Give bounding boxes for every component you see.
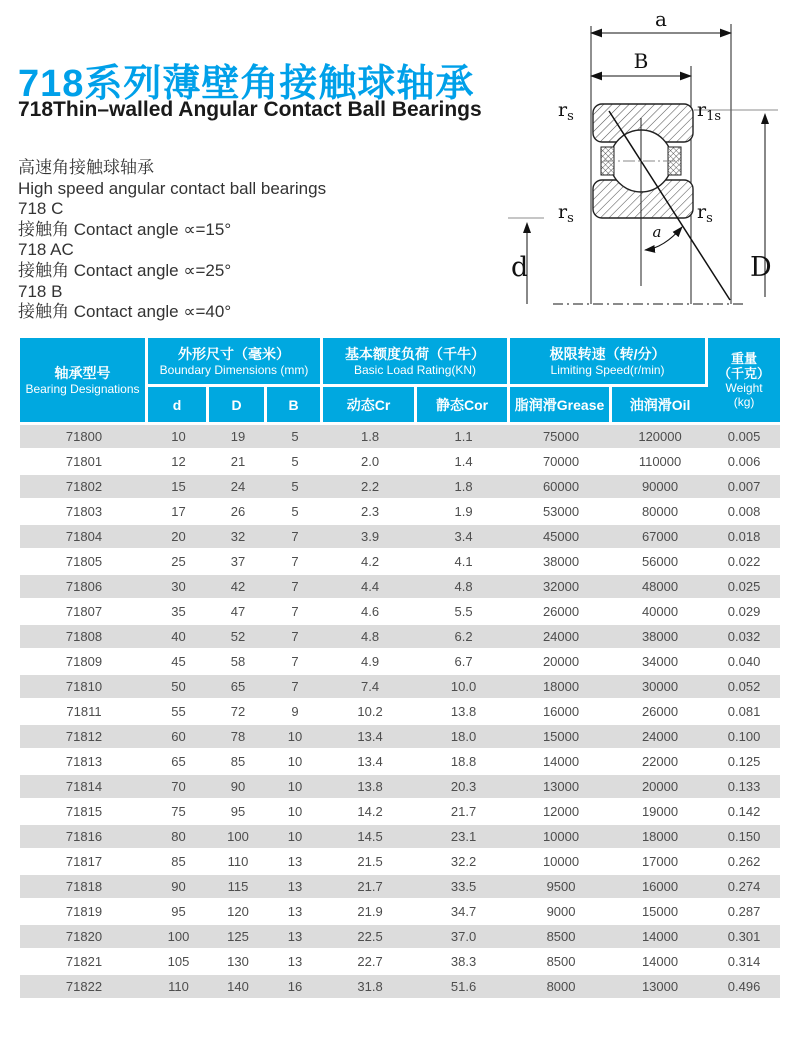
table-cell: 22.7 [323,950,417,975]
col-header-d: d [148,387,209,425]
table-cell: 52 [209,625,267,650]
table-cell: 7 [267,575,323,600]
table-cell: 23.1 [417,825,510,850]
table-cell: 7 [267,625,323,650]
contact-angle-arc [645,223,682,250]
table-cell: 71805 [20,550,148,575]
table-cell: 71811 [20,700,148,725]
table-cell: 56000 [612,550,708,575]
table-cell: 13 [267,950,323,975]
svg-text:D: D [750,252,772,283]
table-cell: 71814 [20,775,148,800]
table-cell: 18000 [612,825,708,850]
table-cell: 16000 [612,875,708,900]
table-cell: 95 [209,800,267,825]
table-cell: 0.496 [708,975,780,1000]
table-cell: 80000 [612,500,708,525]
table-cell: 13 [267,850,323,875]
table-cell: 8500 [510,950,612,975]
table-cell: 3.9 [323,525,417,550]
table-cell: 67000 [612,525,708,550]
table-cell: 45 [148,650,209,675]
table-cell: 32 [209,525,267,550]
description [18,158,326,323]
table-row [20,525,780,550]
description-line: 718 B [18,281,63,301]
table-cell: 0.125 [708,750,780,775]
table-cell: 71822 [20,975,148,1000]
table-cell: 13 [267,925,323,950]
table-cell: 110000 [612,450,708,475]
col-header-B: B [267,387,323,425]
table-row [20,975,780,1000]
table-cell: 0.008 [708,500,780,525]
table-cell: 4.2 [323,550,417,575]
table-cell: 18.8 [417,750,510,775]
table-cell: 13.4 [323,750,417,775]
table-row [20,850,780,875]
table-cell: 7.4 [323,675,417,700]
table-cell: 100 [148,925,209,950]
table-cell: 21.7 [323,875,417,900]
table-cell: 110 [209,850,267,875]
table-cell: 48000 [612,575,708,600]
table-cell: 115 [209,875,267,900]
table-cell: 34.7 [417,900,510,925]
table-cell: 0.287 [708,900,780,925]
table-cell: 21.7 [417,800,510,825]
table-cell: 30000 [612,675,708,700]
table-cell: 12 [148,450,209,475]
table-cell: 100 [209,825,267,850]
table-cell: 15000 [510,725,612,750]
table-cell: 22000 [612,750,708,775]
table-cell: 0.142 [708,800,780,825]
table-cell: 21 [209,450,267,475]
col-header-D: D [209,387,267,425]
table-cell: 33.5 [417,875,510,900]
table-cell: 10 [267,775,323,800]
table-cell: 71800 [20,425,148,450]
col-header-weight: 重量 （千克） Weight (kg) [708,338,780,425]
svg-text:a: a [652,223,662,241]
table-cell: 90000 [612,475,708,500]
table-cell: 0.005 [708,425,780,450]
table-cell: 14000 [612,950,708,975]
table-cell: 2.2 [323,475,417,500]
table-cell: 24000 [510,625,612,650]
table-cell: 9000 [510,900,612,925]
table-row [20,425,780,450]
r-label-bottom-right: $r_s$ [697,201,713,226]
table-row [20,475,780,500]
table-cell: 6.7 [417,650,510,675]
table-cell: 3.4 [417,525,510,550]
table-cell: 7 [267,525,323,550]
table-cell: 30 [148,575,209,600]
table-cell: 10000 [510,825,612,850]
table-cell: 10000 [510,850,612,875]
table-row [20,800,780,825]
table-cell: 4.1 [417,550,510,575]
table-cell: 21.5 [323,850,417,875]
table-cell: 14000 [510,750,612,775]
table-cell: 19000 [612,800,708,825]
table-cell: 42 [209,575,267,600]
table-cell: 26000 [612,700,708,725]
col-header-speed: 极限转速（转/分） Limiting Speed(r/min) [510,338,708,387]
table-cell: 0.018 [708,525,780,550]
table-cell: 37 [209,550,267,575]
col-header-grease: 脂润滑Grease [510,387,612,425]
table-cell: 17000 [612,850,708,875]
table-row [20,500,780,525]
table-cell: 9500 [510,875,612,900]
r-label-top-right: $r_{1s}$ [697,99,722,124]
table-cell: 1.8 [417,475,510,500]
table-cell: 24 [209,475,267,500]
table-row [20,950,780,975]
table-cell: 10 [267,750,323,775]
col-header-dynamic-cr: 动态Cr [323,387,417,425]
table-cell: 40000 [612,600,708,625]
table-cell: 40 [148,625,209,650]
table-row [20,675,780,700]
table-cell: 47 [209,600,267,625]
table-cell: 71820 [20,925,148,950]
table-cell: 45000 [510,525,612,550]
page-title: 718系列薄壁角接触球轴承 [18,63,475,105]
table-cell: 1.4 [417,450,510,475]
table-cell: 71810 [20,675,148,700]
table-cell: 120000 [612,425,708,450]
table-cell: 14.2 [323,800,417,825]
table-cell: 20.3 [417,775,510,800]
table-cell: 71803 [20,500,148,525]
table-cell: 13 [267,900,323,925]
table-row [20,925,780,950]
table-cell: 31.8 [323,975,417,1000]
table-cell: 38000 [612,625,708,650]
bearing-diagram [498,6,800,332]
table-cell: 4.8 [323,625,417,650]
description-line: 接触角 Contact angle ∝=40° [18,302,232,322]
table-row [20,775,780,800]
table-cell: 37.0 [417,925,510,950]
table-cell: 53000 [510,500,612,525]
table-cell: 71815 [20,800,148,825]
table-cell: 13000 [510,775,612,800]
description-line: 接触角 Contact angle ∝=25° [18,260,232,280]
table-cell: 5 [267,425,323,450]
table-cell: 5 [267,500,323,525]
table-cell: 0.032 [708,625,780,650]
table-cell: 71813 [20,750,148,775]
table-cell: 21.9 [323,900,417,925]
table-cell: 71812 [20,725,148,750]
table-cell: 71817 [20,850,148,875]
table-row [20,650,780,675]
table-cell: 10 [148,425,209,450]
table-cell: 13 [267,875,323,900]
table-cell: 7 [267,600,323,625]
table-cell: 5 [267,450,323,475]
table-cell: 90 [148,875,209,900]
dimension-a [591,7,731,33]
dimension-outer-d [750,114,772,297]
table-row [20,900,780,925]
table-cell: 24000 [612,725,708,750]
table-cell: 8000 [510,975,612,1000]
table-cell: 13.8 [417,700,510,725]
table-cell: 71804 [20,525,148,550]
table-cell: 0.029 [708,600,780,625]
table-cell: 8500 [510,925,612,950]
table-cell: 60000 [510,475,612,500]
table-cell: 120 [209,900,267,925]
table-cell: 0.133 [708,775,780,800]
table-cell: 0.262 [708,850,780,875]
table-cell: 110 [148,975,209,1000]
table-row [20,625,780,650]
table-cell: 15000 [612,900,708,925]
table-cell: 7 [267,675,323,700]
table-cell: 22.5 [323,925,417,950]
table-cell: 0.314 [708,950,780,975]
table-cell: 20 [148,525,209,550]
table-cell: 2.3 [323,500,417,525]
table-cell: 34000 [612,650,708,675]
table-cell: 18000 [510,675,612,700]
table-cell: 0.006 [708,450,780,475]
table-cell: 14000 [612,925,708,950]
table-cell: 85 [209,750,267,775]
table-cell: 50 [148,675,209,700]
table-cell: 70000 [510,450,612,475]
table-row [20,700,780,725]
table-row [20,450,780,475]
table-cell: 13000 [612,975,708,1000]
table-cell: 0.301 [708,925,780,950]
table-cell: 71806 [20,575,148,600]
table-cell: 95 [148,900,209,925]
table-cell: 78 [209,725,267,750]
svg-text:d: d [511,252,529,283]
svg-text:B: B [633,49,649,73]
table-cell: 72 [209,700,267,725]
table-cell: 35 [148,600,209,625]
table-cell: 71802 [20,475,148,500]
table-header-groups [20,338,780,387]
table-cell: 71819 [20,900,148,925]
table-cell: 5.5 [417,600,510,625]
table-cell: 7 [267,550,323,575]
table-cell: 0.100 [708,725,780,750]
table-cell: 51.6 [417,975,510,1000]
table-cell: 140 [209,975,267,1000]
table-cell: 0.025 [708,575,780,600]
table-cell: 10 [267,725,323,750]
table-cell: 14.5 [323,825,417,850]
table-cell: 13.8 [323,775,417,800]
table-cell: 90 [209,775,267,800]
table-cell: 19 [209,425,267,450]
table-cell: 0.150 [708,825,780,850]
table-cell: 75000 [510,425,612,450]
table-cell: 105 [148,950,209,975]
col-header-designation: 轴承型号 Bearing Designations [20,338,148,425]
table-cell: 20000 [612,775,708,800]
table-cell: 65 [148,750,209,775]
table-cell: 71821 [20,950,148,975]
table-cell: 32.2 [417,850,510,875]
table-cell: 26 [209,500,267,525]
description-line: High speed angular contact ball bearings [18,178,327,198]
table-cell: 0.274 [708,875,780,900]
table-cell: 32000 [510,575,612,600]
description-line: 718 AC [18,240,74,260]
dimension-b [591,49,691,76]
table-cell: 70 [148,775,209,800]
table-cell: 85 [148,850,209,875]
table-cell: 25 [148,550,209,575]
table-cell: 38000 [510,550,612,575]
table-cell: 71818 [20,875,148,900]
table-row [20,725,780,750]
table-cell: 71808 [20,625,148,650]
table-cell: 80 [148,825,209,850]
table-cell: 12000 [510,800,612,825]
table-cell: 75 [148,800,209,825]
table-cell: 2.0 [323,450,417,475]
table-cell: 5 [267,475,323,500]
col-header-load: 基本额度负荷（千牛） Basic Load Rating(KN) [323,338,510,387]
table-cell: 20000 [510,650,612,675]
table-cell: 71809 [20,650,148,675]
table-cell: 18.0 [417,725,510,750]
table-cell: 7 [267,650,323,675]
table-cell: 71816 [20,825,148,850]
col-header-static-cor: 静态Cor [417,387,510,425]
table-cell: 125 [209,925,267,950]
table-cell: 17 [148,500,209,525]
table-cell: 1.9 [417,500,510,525]
table-cell: 13.4 [323,725,417,750]
table-cell: 71801 [20,450,148,475]
table-cell: 0.081 [708,700,780,725]
col-header-oil: 油润滑Oil [612,387,708,425]
table-row [20,875,780,900]
table-cell: 65 [209,675,267,700]
r-label-bottom-left: $r_s$ [558,201,574,226]
col-header-boundary: 外形尺寸（毫米） Boundary Dimensions (mm) [148,338,323,387]
table-row [20,575,780,600]
table-cell: 4.6 [323,600,417,625]
table-cell: 16 [267,975,323,1000]
table-row [20,825,780,850]
table-cell: 0.040 [708,650,780,675]
table-cell: 6.2 [417,625,510,650]
table-cell: 4.8 [417,575,510,600]
table-cell: 38.3 [417,950,510,975]
table-cell: 1.1 [417,425,510,450]
table-row [20,600,780,625]
page-subtitle: 718Thin–walled Angular Contact Ball Bearings [18,98,482,121]
table-cell: 71807 [20,600,148,625]
table-cell: 55 [148,700,209,725]
table-cell: 9 [267,700,323,725]
table-cell: 1.8 [323,425,417,450]
table-cell: 0.052 [708,675,780,700]
description-line: 718 C [18,199,64,219]
table-cell: 26000 [510,600,612,625]
table-row [20,550,780,575]
svg-text:a: a [655,7,667,31]
table-cell: 10 [267,800,323,825]
table-row [20,750,780,775]
table-cell: 60 [148,725,209,750]
table-cell: 10.0 [417,675,510,700]
table-cell: 58 [209,650,267,675]
table-cell: 4.4 [323,575,417,600]
table-body [20,425,780,1000]
table-cell: 0.022 [708,550,780,575]
table-cell: 10.2 [323,700,417,725]
table-cell: 15 [148,475,209,500]
dimension-d [511,223,528,304]
table-cell: 16000 [510,700,612,725]
spec-table [20,338,780,1000]
table-cell: 4.9 [323,650,417,675]
description-line: 接触角 Contact angle ∝=15° [18,219,232,239]
table-cell: 10 [267,825,323,850]
table-cell: 130 [209,950,267,975]
table-cell: 0.007 [708,475,780,500]
description-line: 高速角接触球轴承 [18,158,154,177]
r-label-top-left: $r_s$ [558,99,574,124]
